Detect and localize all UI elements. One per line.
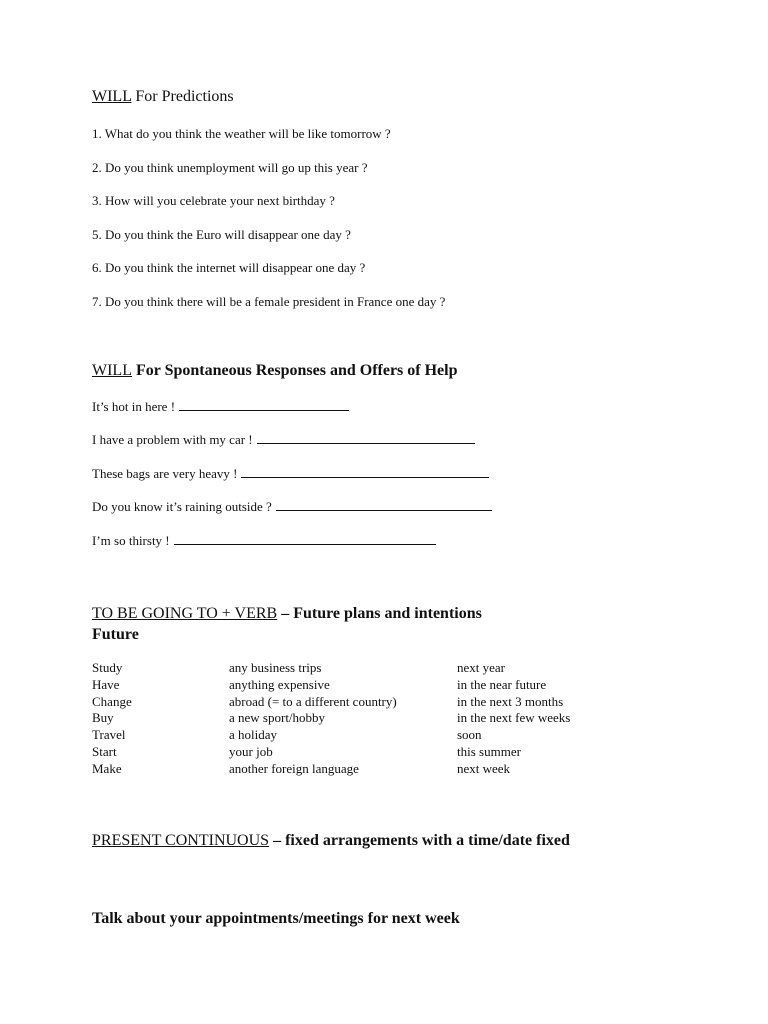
prediction-question-6: 6. Do you think the internet will disappear one day ? xyxy=(92,260,366,275)
present-continuous-heading-keyword: PRESENT CONTINUOUS xyxy=(92,832,270,849)
verb-cell: Change xyxy=(92,694,132,709)
object-cell: abroad (= to a different country) xyxy=(229,694,397,709)
time-cell: in the near future xyxy=(457,677,547,692)
answer-blank[interactable] xyxy=(179,398,349,411)
object-cell: a new sport/hobby xyxy=(229,710,326,725)
prediction-question-3: 3. How will you celebrate your next birthday ? xyxy=(92,193,335,208)
predictions-heading xyxy=(92,87,234,107)
present-continuous-heading xyxy=(92,831,592,851)
answer-blank[interactable] xyxy=(174,532,436,545)
verb-cell: Make xyxy=(92,761,122,776)
answer-blank[interactable] xyxy=(241,465,489,478)
object-cell: a holiday xyxy=(229,727,278,742)
time-cell: this summer xyxy=(457,744,521,759)
verb-cell: Buy xyxy=(92,710,114,725)
responses-heading-keyword: WILL xyxy=(92,362,132,379)
response-prompt-1 xyxy=(92,398,349,415)
verb-cell: Start xyxy=(92,744,117,759)
going-to-heading-rest: – Future plans and intentions xyxy=(277,605,482,622)
response-prompt-text: These bags are very heavy ! xyxy=(92,466,238,481)
time-cell: soon xyxy=(457,727,482,742)
verb-cell: Travel xyxy=(92,727,126,742)
response-prompt-3 xyxy=(92,465,489,482)
verb-cell: Have xyxy=(92,677,120,692)
present-continuous-heading-rest: – fixed arrangements with a time/date fixed xyxy=(269,832,570,849)
verb-cell: Study xyxy=(92,660,123,675)
response-prompt-text: I’m so thirsty ! xyxy=(92,533,170,548)
time-cell: next year xyxy=(457,660,506,675)
object-cell: another foreign language xyxy=(229,761,359,776)
object-cell: any business trips xyxy=(229,660,322,675)
responses-heading xyxy=(92,361,458,381)
responses-heading-rest: For Spontaneous Responses and Offers of Help xyxy=(131,362,458,379)
prediction-question-5: 5. Do you think the Euro will disappear one day ? xyxy=(92,227,351,242)
going-to-heading xyxy=(92,604,482,624)
response-prompt-text: I have a problem with my car ! xyxy=(92,432,253,447)
prediction-question-1: 1. What do you think the weather will be like tomorrow ? xyxy=(92,126,391,141)
predictions-heading-keyword: WILL xyxy=(92,88,132,105)
time-cell: next week xyxy=(457,761,511,776)
going-to-subtitle: Future xyxy=(92,626,139,643)
object-cell: your job xyxy=(229,744,273,759)
closing-task: Talk about your appointments/meetings for next week xyxy=(92,910,460,927)
response-prompt-4 xyxy=(92,498,492,515)
response-prompt-text: Do you know it’s raining outside ? xyxy=(92,499,272,514)
prediction-question-2: 2. Do you think unemployment will go up this year ? xyxy=(92,160,368,175)
time-cell: in the next 3 months xyxy=(457,694,564,709)
response-prompt-5 xyxy=(92,532,436,549)
time-cell: in the next few weeks xyxy=(457,710,571,725)
predictions-heading-rest: For Predictions xyxy=(131,88,234,105)
response-prompt-text: It’s hot in here ! xyxy=(92,399,176,414)
prediction-question-7: 7. Do you think there will be a female president in France one day ? xyxy=(92,294,446,309)
answer-blank[interactable] xyxy=(257,431,475,444)
answer-blank[interactable] xyxy=(276,498,492,511)
object-cell: anything expensive xyxy=(229,677,330,692)
going-to-heading-keyword: TO BE GOING TO + VERB xyxy=(92,605,278,622)
response-prompt-2 xyxy=(92,431,475,448)
